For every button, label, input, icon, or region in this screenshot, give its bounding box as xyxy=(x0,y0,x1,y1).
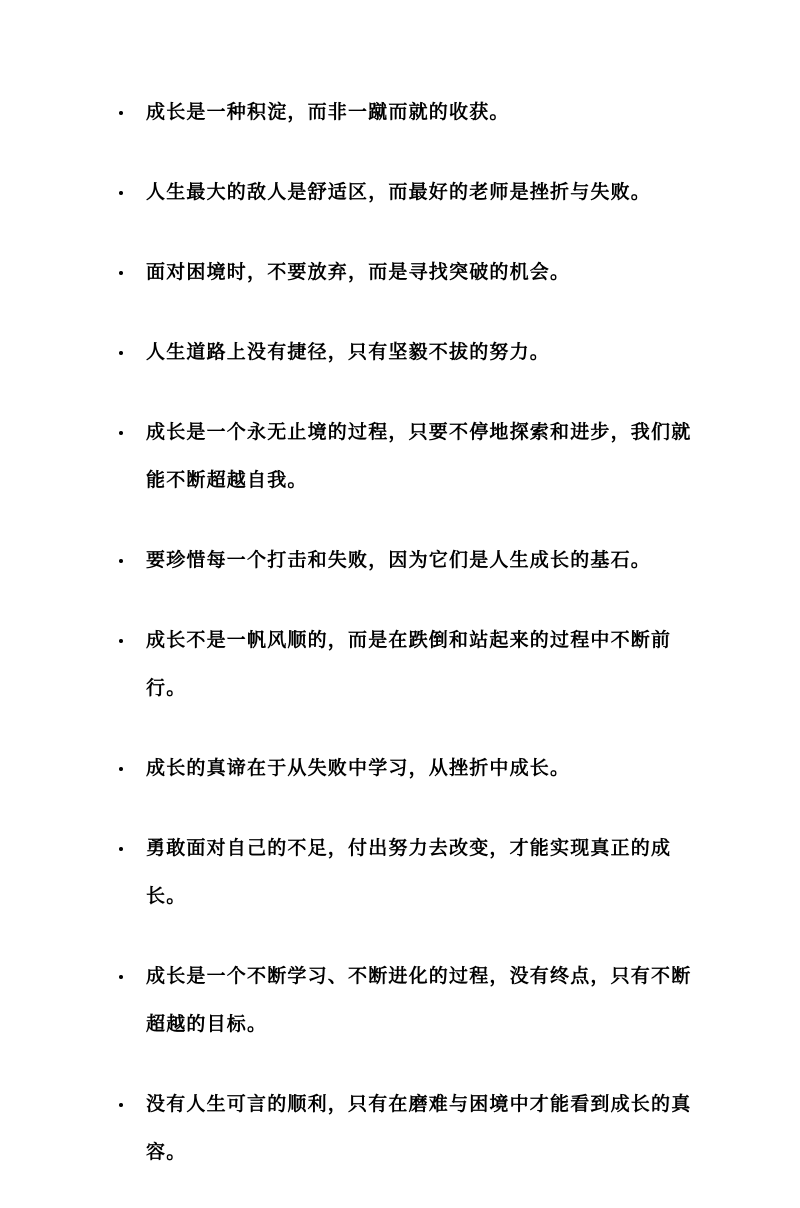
bullet-item xyxy=(112,408,702,504)
bullet-item xyxy=(112,616,702,712)
bullet-dot-icon xyxy=(116,824,126,872)
bullet-text: 成长是一个不断学习、不断进化的过程，没有终点，只有不断超越的目标。 xyxy=(146,965,692,1035)
bullet-item xyxy=(112,328,702,376)
bullet-dot-icon xyxy=(116,952,126,1000)
bullet-dot-icon xyxy=(116,616,126,664)
bullet-item xyxy=(112,88,702,136)
bullet-text: 成长是一个永无止境的过程，只要不停地探索和进步，我们就能不断超越自我。 xyxy=(146,421,692,491)
quote-bullet-list xyxy=(112,88,702,1208)
bullet-dot-icon xyxy=(116,1080,126,1128)
bullet-item xyxy=(112,1080,702,1176)
bullet-dot-icon xyxy=(116,408,126,456)
bullet-text: 勇敢面对自己的不足，付出努力去改变，才能实现真正的成长。 xyxy=(146,837,672,907)
bullet-text: 面对困境时，不要放弃，而是寻找突破的机会。 xyxy=(146,261,571,283)
bullet-text: 人生道路上没有捷径，只有坚毅不拔的努力。 xyxy=(146,341,551,363)
bullet-text: 成长是一种积淀，而非一蹴而就的收获。 xyxy=(146,101,510,123)
bullet-text: 成长不是一帆风顺的，而是在跌倒和站起来的过程中不断前行。 xyxy=(146,629,672,699)
bullet-item xyxy=(112,952,702,1048)
bullet-item xyxy=(112,744,702,792)
bullet-item xyxy=(112,248,702,296)
bullet-text: 人生最大的敌人是舒适区，而最好的老师是挫折与失败。 xyxy=(146,181,652,203)
bullet-text: 没有人生可言的顺利，只有在磨难与困境中才能看到成长的真容。 xyxy=(146,1093,692,1163)
bullet-dot-icon xyxy=(116,744,126,792)
bullet-dot-icon xyxy=(116,248,126,296)
bullet-text: 要珍惜每一个打击和失败，因为它们是人生成长的基石。 xyxy=(146,549,652,571)
bullet-dot-icon xyxy=(116,168,126,216)
bullet-item xyxy=(112,168,702,216)
bullet-item xyxy=(112,536,702,584)
bullet-item xyxy=(112,824,702,920)
bullet-dot-icon xyxy=(116,88,126,136)
bullet-dot-icon xyxy=(116,328,126,376)
bullet-text: 成长的真谛在于从失败中学习，从挫折中成长。 xyxy=(146,757,571,779)
bullet-dot-icon xyxy=(116,536,126,584)
